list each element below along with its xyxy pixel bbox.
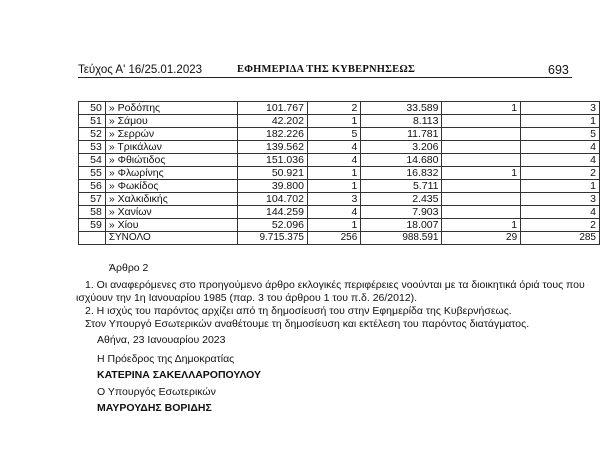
page-number: 693 (548, 63, 569, 77)
table-cell: 4 (521, 154, 600, 167)
table-cell: 2 (521, 167, 600, 180)
issue-number: Τεύχος Α' 16/25.01.2023 (78, 64, 203, 76)
table-cell: 4 (307, 154, 360, 167)
table-row (79, 128, 600, 141)
table-cell (442, 193, 521, 206)
table-cell: » Φλωρίνης (105, 167, 238, 180)
table-cell: 59 (79, 219, 106, 232)
table-cell: 101.767 (238, 102, 308, 115)
table-cell: 7.903 (361, 206, 442, 219)
table-row (79, 141, 600, 154)
table-cell: 3 (521, 193, 600, 206)
table-cell: 2.435 (361, 193, 442, 206)
table-cell: 1 (442, 167, 521, 180)
table-cell: 144.259 (238, 206, 308, 219)
table-cell: 1 (442, 102, 521, 115)
table-cell: 5 (521, 128, 600, 141)
table-row (79, 206, 600, 219)
president-title: Η Πρόεδρος της Δημοκρατίας (97, 353, 235, 365)
table-cell: 56 (79, 180, 106, 193)
table-cell: 4 (521, 141, 600, 154)
table-cell: 988.591 (361, 232, 442, 245)
table-row (79, 115, 600, 128)
table-cell: 1 (307, 115, 360, 128)
table-cell: 11.781 (361, 128, 442, 141)
table-row (79, 167, 600, 180)
table-cell: 256 (307, 232, 360, 245)
table-cell: » Φθιώτιδος (105, 154, 238, 167)
table-cell: 1 (307, 219, 360, 232)
table-cell: 3.206 (361, 141, 442, 154)
table-cell: » Χαλκιδικής (105, 193, 238, 206)
table-cell: 16.832 (361, 167, 442, 180)
table-cell (442, 115, 521, 128)
paragraph-2: 2. Η ισχύς του παρόντος αρχίζει από τη δημοσίευσή του στην Εφημερίδα της Κυβερνήσεως. (85, 305, 512, 317)
table-cell (442, 206, 521, 219)
table-cell: 1 (521, 115, 600, 128)
minister-name: ΜΑΥΡΟΥΔΗΣ ΒΟΡΙΔΗΣ (97, 402, 212, 414)
table-cell: » Σερρών (105, 128, 238, 141)
table-cell (442, 141, 521, 154)
constituency-table (78, 101, 600, 245)
table-cell: 52 (79, 128, 106, 141)
paragraph-1-line-2: ισχύουν την 1η Ιανουαρίου 1985 (παρ. 3 του άρθρου 1 του π.δ. 26/2012). (76, 292, 418, 304)
table-cell: 1 (442, 219, 521, 232)
table-cell: 33.589 (361, 102, 442, 115)
page-header (0, 0, 600, 80)
table-cell: 55 (79, 167, 106, 180)
table-cell: 53 (79, 141, 106, 154)
table-cell: » Φωκίδος (105, 180, 238, 193)
table-cell: 54 (79, 154, 106, 167)
table-cell: 151.036 (238, 154, 308, 167)
table-cell: 50.921 (238, 167, 308, 180)
table-cell: 5 (307, 128, 360, 141)
table-cell: 52.096 (238, 219, 308, 232)
table-cell: 58 (79, 206, 106, 219)
table-cell: 4 (307, 141, 360, 154)
table-cell: 14.680 (361, 154, 442, 167)
table-cell: » Τρικάλων (105, 141, 238, 154)
table-total-row (79, 232, 600, 245)
table-cell: 1 (307, 180, 360, 193)
paragraph-3: Στον Υπουργό Εσωτερικών αναθέτουμε τη δημοσίευση και εκτέλεση του παρόντος διατάγματος. (85, 318, 530, 330)
table-cell: 182.226 (238, 128, 308, 141)
table-cell (442, 180, 521, 193)
date-place: Αθήνα, 23 Ιανουαρίου 2023 (97, 334, 226, 346)
table-cell: » Ροδόπης (105, 102, 238, 115)
table-cell: 42.202 (238, 115, 308, 128)
table-cell (79, 232, 106, 245)
table-cell: 18.007 (361, 219, 442, 232)
table-cell: 9.715.375 (238, 232, 308, 245)
table-cell (442, 154, 521, 167)
table-cell: ΣΥΝΟΛΟ (105, 232, 238, 245)
table-cell: 1 (521, 180, 600, 193)
table-cell: 4 (521, 206, 600, 219)
table-cell: 104.702 (238, 193, 308, 206)
article-title: Άρθρο 2 (109, 262, 149, 274)
table-row (79, 193, 600, 206)
table-cell: 5.711 (361, 180, 442, 193)
minister-title: Ο Υπουργός Εσωτερικών (97, 386, 216, 398)
table-row (79, 219, 600, 232)
gazette-title: ΕΦΗΜΕΡΙΔΑ ΤΗΣ ΚΥΒΕΡΝΗΣΕΩΣ (237, 64, 416, 75)
table-cell: 51 (79, 115, 106, 128)
table-cell: 4 (307, 206, 360, 219)
table-cell: 285 (521, 232, 600, 245)
paragraph-1-line-1: 1. Οι αναφερόμενες στο προηγούμενο άρθρο εκλογικές περιφέρειες νοούνται με τα διοικητικά όριά τους που (85, 279, 585, 291)
table-cell: 2 (307, 102, 360, 115)
table-row (79, 154, 600, 167)
table-row (79, 180, 600, 193)
table-cell: » Σάμου (105, 115, 238, 128)
header-rule (78, 77, 572, 78)
table-cell: 1 (307, 167, 360, 180)
table-cell: 3 (307, 193, 360, 206)
table-cell: 2 (521, 219, 600, 232)
table-cell: 50 (79, 102, 106, 115)
table-cell: 8.113 (361, 115, 442, 128)
table-cell: 139.562 (238, 141, 308, 154)
table-cell: 39.800 (238, 180, 308, 193)
table-cell: 57 (79, 193, 106, 206)
table-cell: 3 (521, 102, 600, 115)
table-cell: » Χίου (105, 219, 238, 232)
table-cell (442, 128, 521, 141)
president-name: ΚΑΤΕΡΙΝΑ ΣΑΚΕΛΛΑΡΟΠΟΥΛΟΥ (97, 369, 262, 381)
table-row (79, 102, 600, 115)
table-cell: 29 (442, 232, 521, 245)
table-cell: » Χανίων (105, 206, 238, 219)
